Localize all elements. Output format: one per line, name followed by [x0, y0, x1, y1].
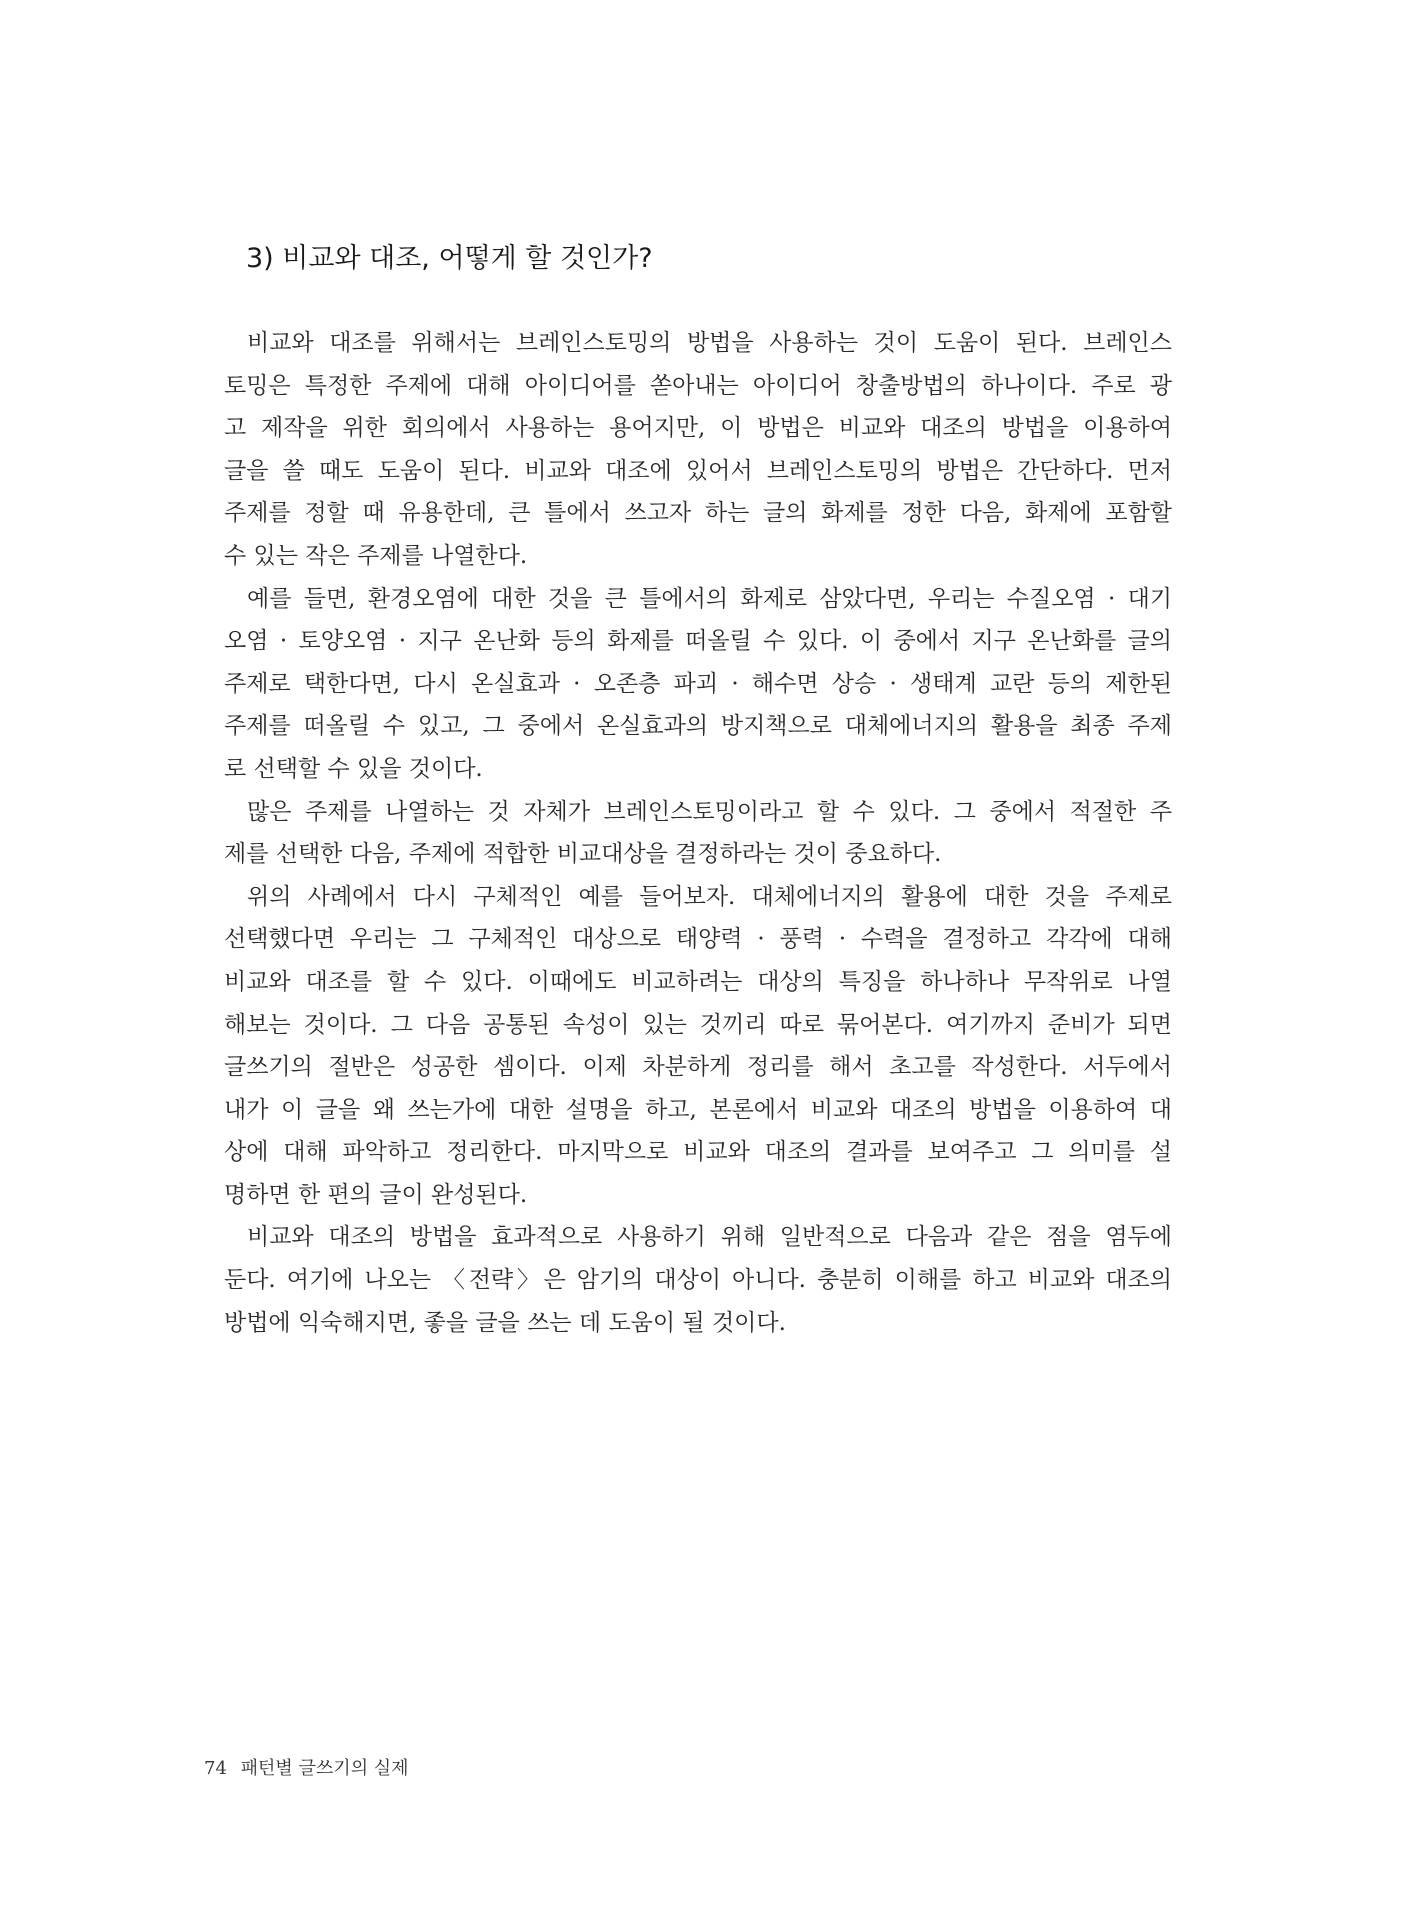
text-line: 비교와 대조의 방법을 효과적으로 사용하기 위해 일반적으로 다음과 같은 점을 염두에	[247, 1224, 1172, 1251]
text-line: 오염 · 토양오염 · 지구 온난화 등의 화제를 떠올릴 수 있다. 이 중에서 지구 온난화를 글의	[224, 628, 1172, 655]
text-line: 수 있는 작은 주제를 나열한다.	[224, 542, 528, 569]
page-number: 74	[204, 1758, 227, 1779]
text-line: 해보는 것이다. 그 다음 공통된 속성이 있는 것끼리 따로 묶어본다. 여기까지 준비가 되면	[224, 1011, 1172, 1038]
text-line: 주제를 떠올릴 수 있고, 그 중에서 온실효과의 방지책으로 대체에너지의 활용을 최종 주제	[224, 713, 1172, 740]
text-line: 제를 선택한 다음, 주제에 적합한 비교대상을 결정하라는 것이 중요하다.	[224, 841, 942, 868]
text-line: 예를 들면, 환경오염에 대한 것을 큰 틀에서의 화제로 삼았다면, 우리는 수질오염 · 대기	[247, 585, 1172, 612]
section-heading: 3) 비교와 대조, 어떻게 할 것인가?	[246, 243, 653, 274]
text-line: 글을 쓸 때도 도움이 된다. 비교와 대조에 있어서 브레인스토밍의 방법은 간단하다. 먼저	[224, 457, 1172, 484]
text-line: 둔다. 여기에 나오는 〈전략〉은 암기의 대상이 아니다. 충분히 이해를 하고 비교와 대조의	[224, 1267, 1172, 1294]
text-line: 명하면 한 편의 글이 완성된다.	[224, 1181, 528, 1208]
page-footer	[204, 1754, 409, 1780]
text-line: 상에 대해 파악하고 정리한다. 마지막으로 비교와 대조의 결과를 보여주고 그 의미를 설	[224, 1139, 1172, 1166]
paragraph	[224, 1216, 1172, 1344]
text-line: 위의 사례에서 다시 구체적인 예를 들어보자. 대체에너지의 활용에 대한 것을 주제로	[247, 883, 1172, 910]
text-line: 많은 주제를 나열하는 것 자체가 브레인스토밍이라고 할 수 있다. 그 중에서 적절한 주	[247, 798, 1172, 825]
text-line: 글쓰기의 절반은 성공한 셈이다. 이제 차분하게 정리를 해서 초고를 작성한다. 서두에서	[224, 1054, 1172, 1081]
text-line: 선택했다면 우리는 그 구체적인 대상으로 태양력 · 풍력 · 수력을 결정하고 각각에 대해	[224, 926, 1172, 953]
running-title: 패턴별 글쓰기의 실제	[240, 1758, 409, 1779]
body-text	[224, 322, 1172, 1344]
paragraph	[224, 876, 1172, 1217]
text-line: 비교와 대조를 위해서는 브레인스토밍의 방법을 사용하는 것이 도움이 된다. 브레인스	[247, 330, 1172, 356]
text-line: 방법에 익숙해지면, 좋을 글을 쓰는 데 도움이 될 것이다.	[224, 1309, 786, 1336]
text-line: 로 선택할 수 있을 것이다.	[224, 755, 483, 782]
text-line: 비교와 대조를 할 수 있다. 이때에도 비교하려는 대상의 특징을 하나하나 무작위로 나열	[224, 968, 1172, 995]
text-line: 토밍은 특정한 주제에 대해 아이디어를 쏟아내는 아이디어 창출방법의 하나이다. 주로 광	[224, 372, 1172, 399]
paragraph	[224, 322, 1172, 578]
text-line: 고 제작을 위한 회의에서 사용하는 용어지만, 이 방법은 비교와 대조의 방법을 이용하여	[224, 415, 1172, 442]
text-line: 주제로 택한다면, 다시 온실효과 · 오존층 파괴 · 해수면 상승 · 생태계 교란 등의 제한된	[224, 670, 1172, 697]
text-line: 내가 이 글을 왜 쓰는가에 대한 설명을 하고, 본론에서 비교와 대조의 방법을 이용하여 대	[224, 1096, 1172, 1123]
paragraph	[224, 791, 1172, 876]
paragraph	[224, 578, 1172, 791]
text-line: 주제를 정할 때 유용한데, 큰 틀에서 쓰고자 하는 글의 화제를 정한 다음, 화제에 포함할	[224, 500, 1172, 527]
